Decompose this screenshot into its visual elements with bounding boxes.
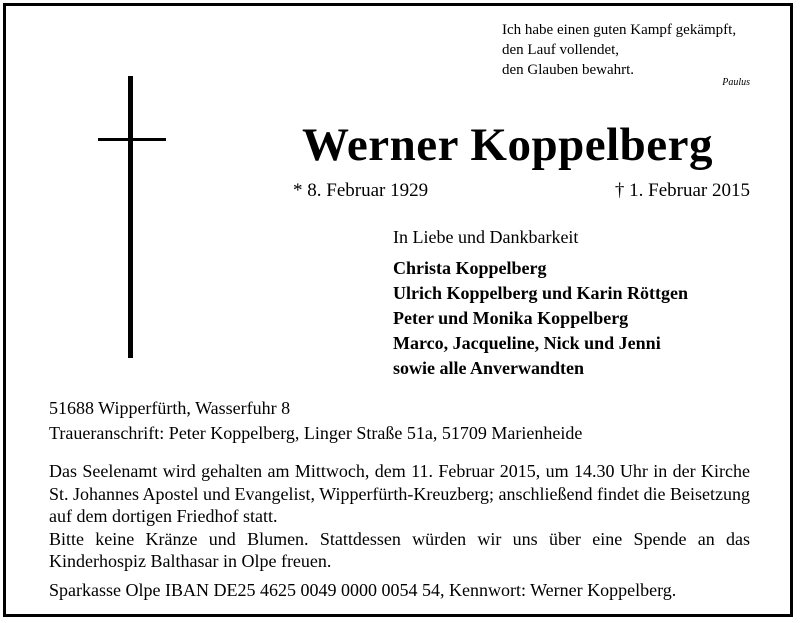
service-info: [49, 460, 750, 573]
mourner: Christa Koppelberg: [393, 258, 547, 278]
dedication: In Liebe und Dankbarkeit: [393, 227, 579, 247]
home-address: 51688 Wipperfürth, Wasserfuhr 8: [49, 398, 291, 418]
mourner: sowie alle Anverwandten: [393, 358, 584, 378]
mourners-list: [393, 256, 688, 381]
mourner: Ulrich Koppelberg und Karin Röttgen: [393, 283, 689, 303]
quote-line: den Lauf vollendet,: [502, 42, 620, 58]
mourner: Marco, Jacqueline, Nick und Jenni: [393, 333, 661, 353]
birth-date: * 8. Februar 1929: [293, 180, 429, 201]
bible-quote: [502, 20, 736, 80]
mourner: Peter und Monika Koppelberg: [393, 308, 629, 328]
mourning-address: Traueranschrift: Peter Koppelberg, Linger Straße 51a, 51709 Marienheide: [49, 423, 583, 443]
deceased-name: Werner Koppelberg: [302, 119, 714, 171]
bank-details: Sparkasse Olpe IBAN DE25 4625 0049 0000 0054 54, Kennwort: Werner Koppelberg.: [49, 580, 677, 600]
service-paragraph: Das Seelenamt wird gehalten am Mittwoch, dem 11. Februar 2015, um 14.30 Uhr in der Kirche St. Johannes Apostel und Evangelist, Wipperfürth-Kreuzberg; anschließend findet die Beisetzung auf dem dortigen Friedhof statt.: [49, 461, 750, 526]
quote-author: Paulus: [722, 77, 750, 88]
death-date: † 1. Februar 2015: [614, 180, 750, 201]
quote-line: Ich habe einen guten Kampf gekämpft,: [502, 22, 737, 38]
quote-line: den Glauben bewahrt.: [502, 62, 635, 78]
address-block: [49, 396, 582, 446]
donation-paragraph: Bitte keine Kränze und Blumen. Stattdessen würden wir uns über eine Spende an das Kinderhospiz Balthasar in Olpe freuen.: [49, 528, 750, 571]
